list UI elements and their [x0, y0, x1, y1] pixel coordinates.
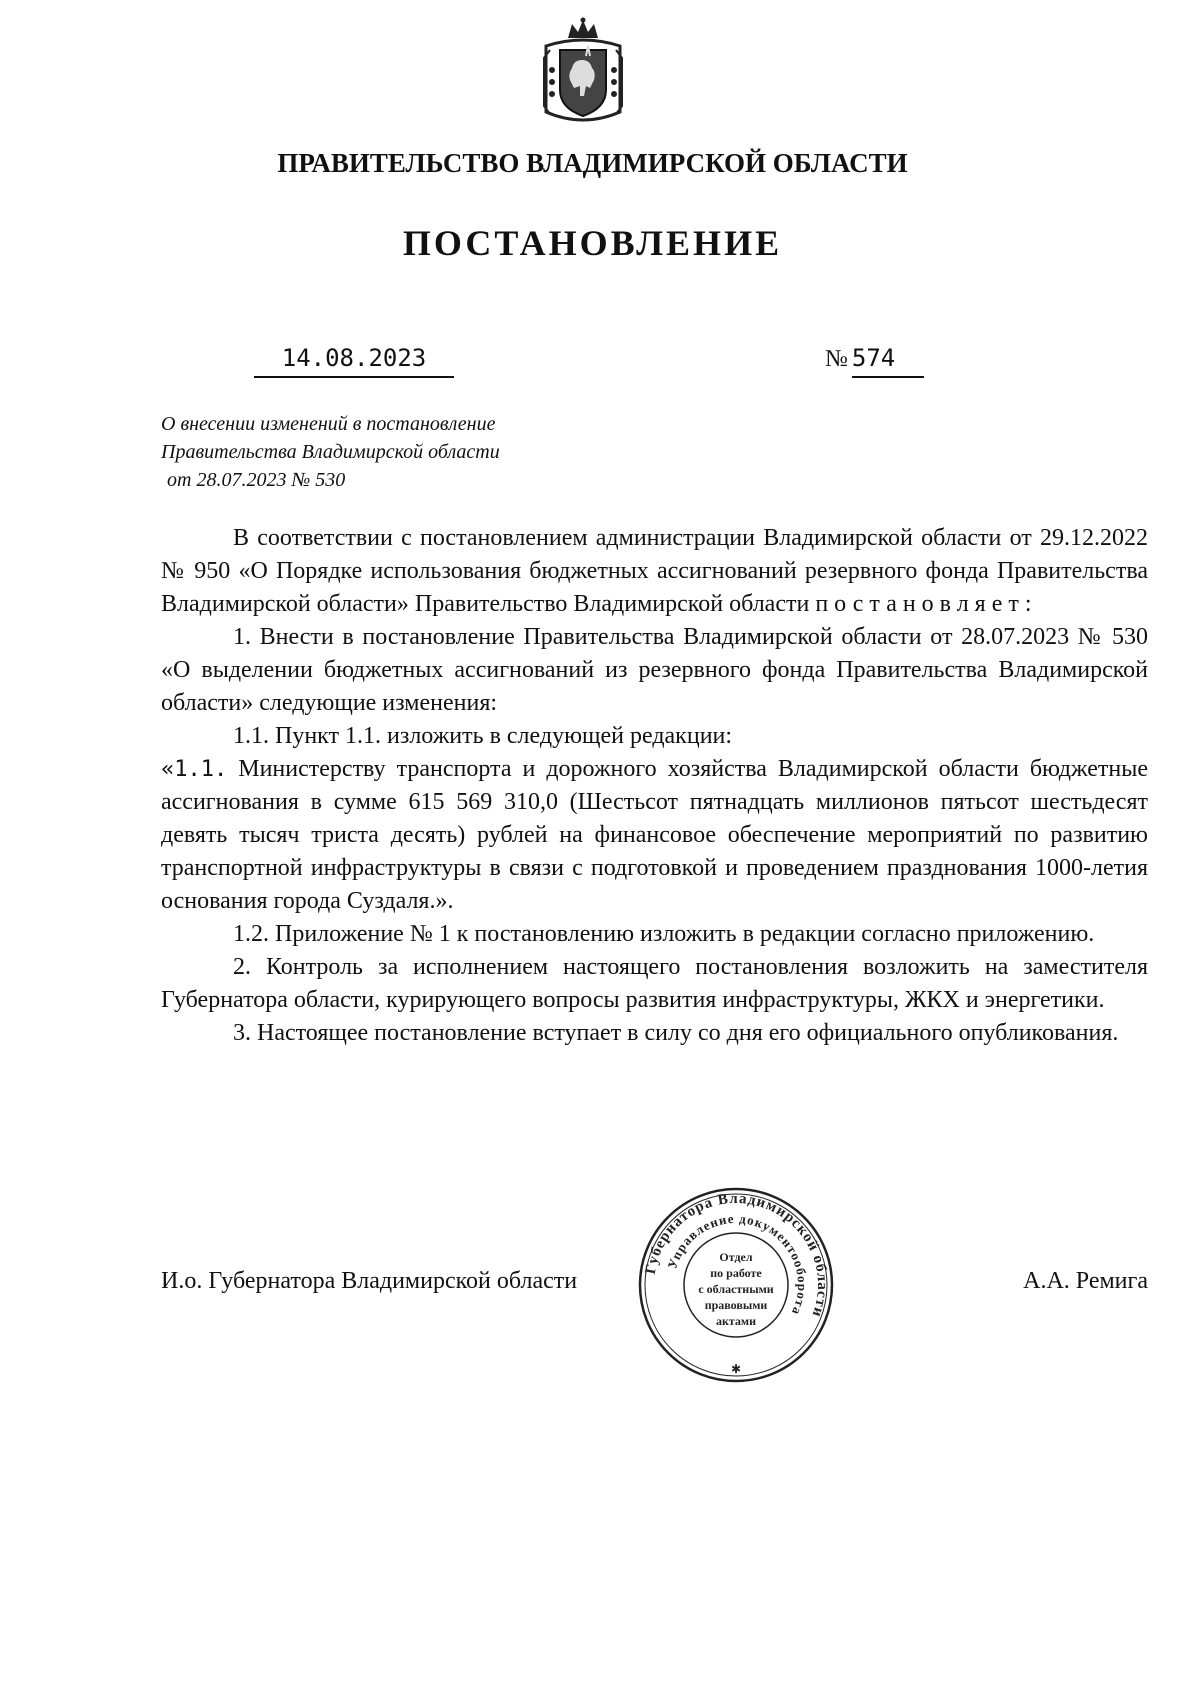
document-date: 14.08.2023 [254, 344, 454, 378]
paragraph: 3. Настоящее постановление вступает в силу со дня его официального опубликования. [233, 1020, 1119, 1046]
quote-lead: «1.1. [161, 757, 228, 782]
signatory-name: А.А. Ремига [1023, 1268, 1148, 1294]
stamp-center-line: по работе [710, 1266, 762, 1280]
stamp-center-line: правовыми [704, 1298, 768, 1312]
stamp-center-line: Отдел [719, 1250, 753, 1264]
paragraph [161, 522, 1148, 621]
paragraph: 2. Контроль за исполнением настоящего постановления возложить на заместителя Губернатора области, курирующего вопросы развития инфраструктуры, ЖКХ и энергетики. [161, 954, 1148, 1013]
number-value: 574 [852, 344, 924, 378]
stamp-outer-text: Губернатора Владимирской области [642, 1190, 831, 1320]
subject-line: О внесении изменений в постановление [161, 413, 496, 435]
document-type-title: ПОСТАНОВЛЕНИЕ [402, 223, 783, 263]
stamp-center-line: с областными [698, 1282, 774, 1296]
paragraph: 1. Внести в постановление Правительства Владимирской области от 28.07.2023 № 530 «О выделении бюджетных ассигнований из резервного фонда Правительства Владимирской области» следующие изменения: [161, 624, 1148, 716]
paragraph: 1.1. Пункт 1.1. изложить в следующей редакции: [233, 723, 733, 749]
government-title: ПРАВИТЕЛЬСТВО ВЛАДИМИРСКОЙ ОБЛАСТИ [277, 148, 908, 178]
document-body [161, 522, 1148, 1050]
document-subject [161, 410, 500, 494]
document-number [825, 344, 924, 378]
paragraph-text: В соответствии с постановлением администрации Владимирской области от 29.12.2022 № 950 «О Порядке использования бюджетных ассигнований резервного фонда Правительства Владимирской области» Правительство Владимирской области [161, 525, 1148, 617]
subject-line: Правительства Владимирской области [161, 441, 500, 463]
official-stamp-icon [636, 1185, 836, 1385]
stamp-inner-text: Управление документооборота [664, 1210, 811, 1319]
signatory-position: И.о. Губернатора Владимирской области [161, 1268, 578, 1294]
stamp-center-line: актами [715, 1314, 757, 1328]
stamp-star-icon: ✱ [730, 1362, 742, 1376]
paragraph-spaced-text: постановляет: [815, 591, 1038, 617]
subject-line: от 28.07.2023 № 530 [167, 469, 346, 491]
paragraph [161, 753, 1148, 918]
coat-of-arms-icon [540, 16, 626, 124]
number-sign: № [825, 346, 848, 372]
paragraph-text: Министерству транспорта и дорожного хозяйства Владимирской области бюджетные ассигнования в сумме 615 569 310,0 (Шестьсот пятнадцать миллионов пятьсот шестьдесят девять тысяч триста десять) рублей на финансовое обеспечение мероприятий по развитию транспортной инфраструктуры в связи с подготовкой и проведением празднования 1000-летия основания города Суздаля.». [161, 756, 1148, 914]
paragraph: 1.2. Приложение № 1 к постановлению изложить в редакции согласно приложению. [233, 921, 1095, 947]
